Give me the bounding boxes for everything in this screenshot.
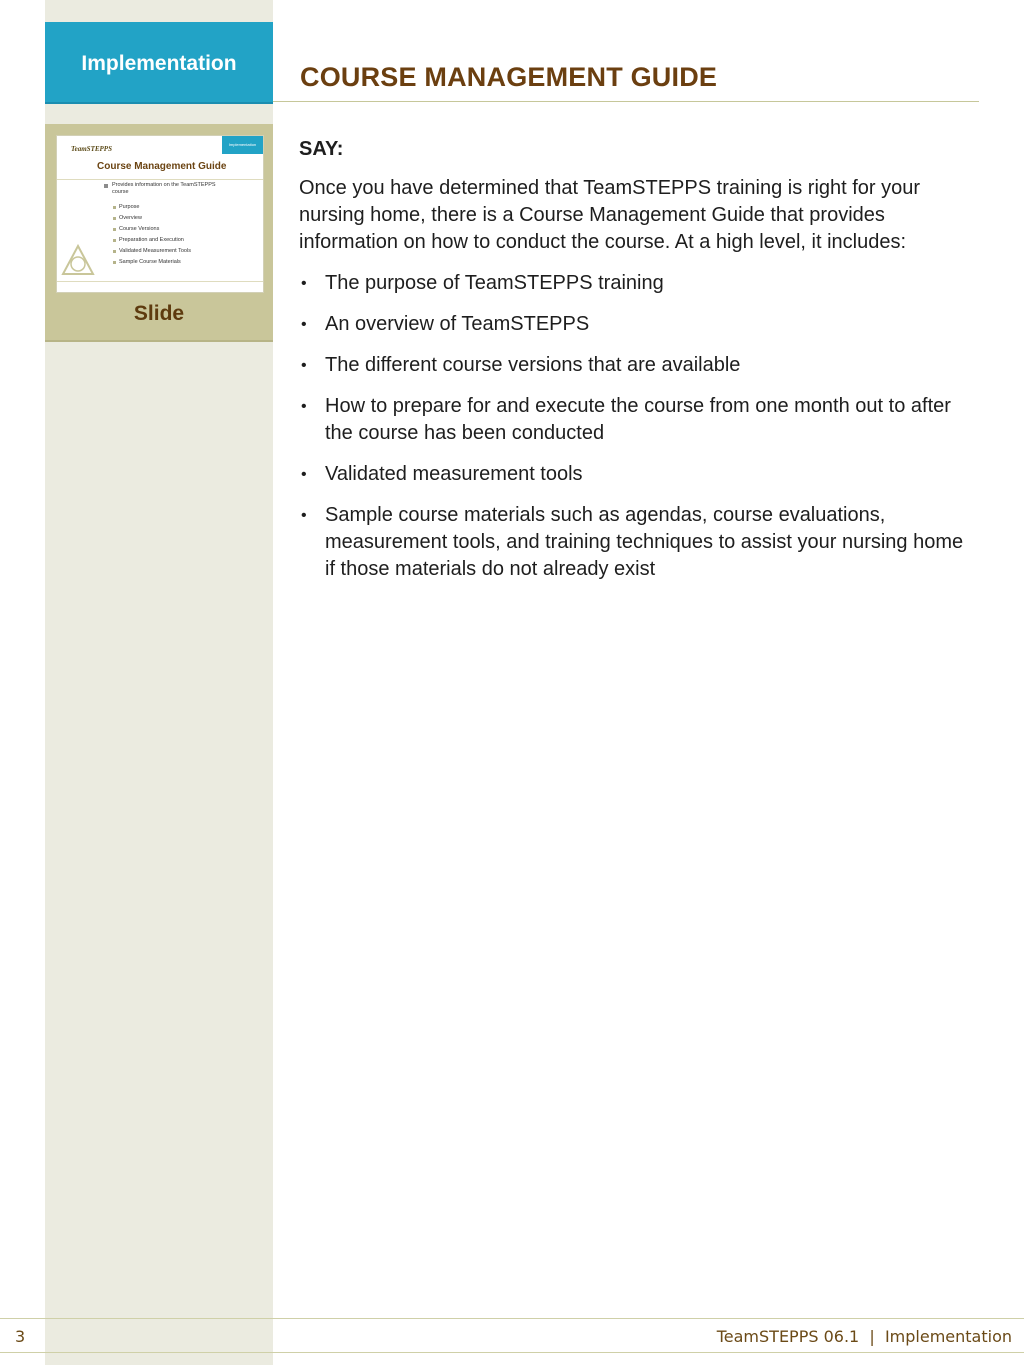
- page-number: 3: [15, 1327, 26, 1346]
- thumbnail-main-bullet: Provides information on the TeamSTEPPS course: [112, 182, 222, 196]
- main-content: [299, 136, 967, 597]
- thumbnail-sub-bullet: Purpose: [119, 202, 191, 213]
- footer-divider-bottom: [0, 1352, 1024, 1353]
- thumbnail-brand: TeamSTEPPS: [71, 145, 112, 153]
- thumbnail-sub-bullet: Sample Course Materials: [119, 257, 191, 268]
- bullet-item: • The different course versions that are available: [299, 352, 967, 379]
- thumbnail-title: Course Management Guide: [97, 161, 227, 172]
- bullet-item: • Validated measurement tools: [299, 461, 967, 488]
- slide-thumbnail: [56, 135, 264, 293]
- section-tab: [45, 22, 273, 104]
- thumbnail-footer: [57, 281, 263, 292]
- bullet-item: • How to prepare for and execute the course from one month out to after the course has been conducted: [299, 393, 967, 447]
- section-tab-label: Implementation: [81, 52, 237, 75]
- thumbnail-divider: [57, 179, 263, 180]
- bullet-item: • An overview of TeamSTEPPS: [299, 311, 967, 338]
- thumbnail-sub-bullet: Course Versions: [119, 224, 191, 235]
- title-divider: [273, 101, 979, 102]
- intro-paragraph: Once you have determined that TeamSTEPPS training is right for your nursing home, there is a Course Management Guide that provides information on how to conduct the course. At a high level, it includes:: [299, 177, 921, 253]
- triangle-logo-icon: [61, 244, 95, 276]
- page-title: COURSE MANAGEMENT GUIDE: [300, 62, 718, 92]
- thumbnail-sub-bullet: Validated Measurement Tools: [119, 246, 191, 257]
- thumbnail-tag: Implementation: [222, 136, 263, 154]
- bullet-list: [299, 270, 967, 583]
- thumbnail-sub-bullet: Preparation and Execution: [119, 235, 191, 246]
- footer-divider-top: [0, 1318, 1024, 1319]
- thumbnail-sub-bullets: [119, 202, 191, 268]
- slide-label: Slide: [133, 302, 185, 325]
- slide-panel: [45, 124, 273, 342]
- footer-text: TeamSTEPPS 06.1 | Implementation: [716, 1327, 1012, 1346]
- thumbnail-sub-bullet: Overview: [119, 213, 191, 224]
- bullet-item: • The purpose of TeamSTEPPS training: [299, 270, 967, 297]
- say-label: SAY:: [299, 138, 344, 160]
- bullet-item: • Sample course materials such as agendas, course evaluations, measurement tools, and training techniques to assist your nursing home if those materials do not already exist: [299, 502, 967, 583]
